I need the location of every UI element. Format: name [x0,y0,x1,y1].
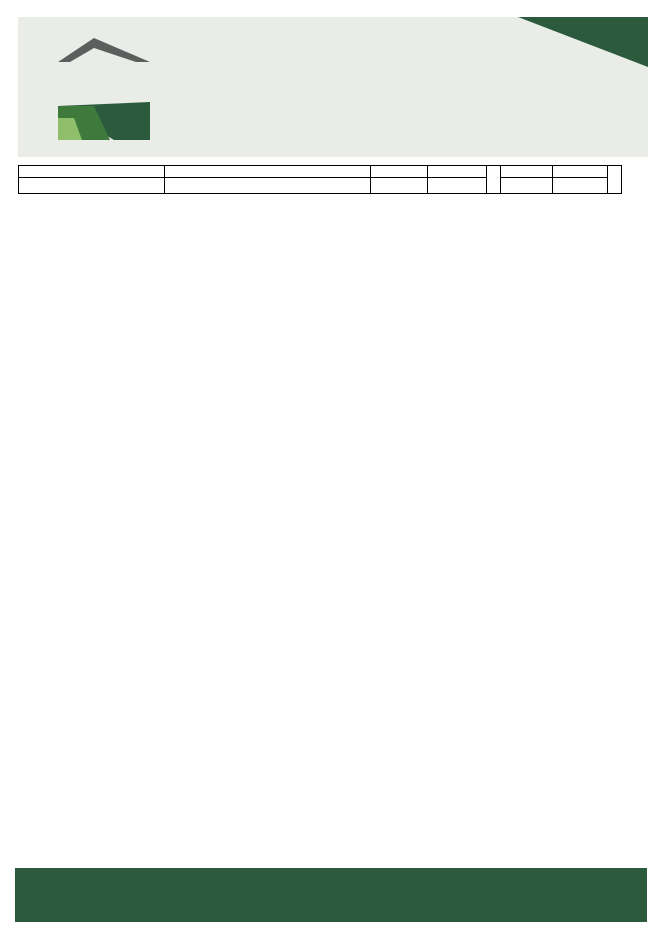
change-header-standard [486,166,500,194]
herd-standard-curr [428,178,486,194]
date-future-prev [500,166,552,178]
herd-standard-prev [370,178,427,194]
herd-future-prev [500,178,552,194]
change-header-future [607,166,621,194]
herd-future-curr [553,178,607,194]
header-row-dates [19,166,622,178]
footer-banner [15,868,647,922]
date-standard-prev [370,166,427,178]
blank-cell [165,178,371,194]
season-label [165,166,371,178]
blank-cell [19,166,165,178]
corner-accent [518,17,648,67]
key-info-table [18,165,622,194]
header-row-herds [19,178,622,194]
date-standard-curr [428,166,486,178]
southern-dairy-hub-logo-icon [54,36,154,146]
blank-cell [19,178,165,194]
date-future-curr [553,166,607,178]
